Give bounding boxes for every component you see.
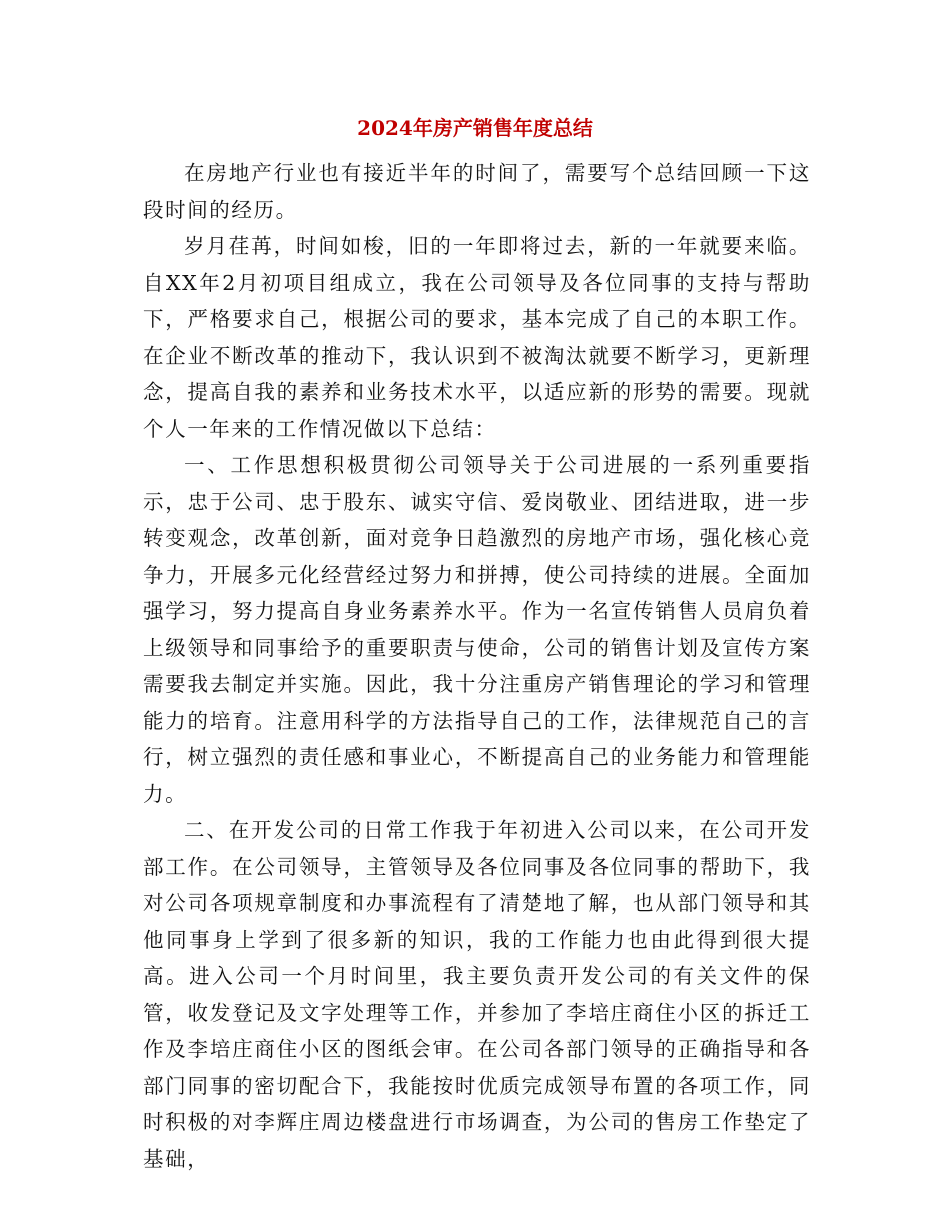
document-title: 2024年房产销售年度总结	[357, 116, 593, 140]
paragraph-section-two: 二、在开发公司的日常工作我于年初进入公司以来，在公司开发部工作。在公司领导，主管领导及各位同事及各位同事的帮助下，我对公司各项规章制度和办事流程有了清楚地了解，也从部门领导和其他同事身上学到了很多新的知识，我的工作能力也由此得到很大提高。进入公司一个月时间里，我主要负责开发公司的有关文件的保管，收发登记及文字处理等工作，并参加了李培庄商住小区的拆迁工作及李培庄商住小区的图纸会审。在公司各部门领导的正确指导和各部门同事的密切配合下，我能按时优质完成领导布置的各项工作，同时积极的对李辉庄周边楼盘进行市场调查，为公司的售房工作垫定了基础，	[143, 818, 811, 1171]
paragraph-overview: 岁月荏苒，时间如梭，旧的一年即将过去，新的一年就要来临。自XX年2月初项目组成立，我在公司领导及各位同事的支持与帮助下，严格要求自己，根据公司的要求，基本完成了自己的本职工作。在企业不断改革的推动下，我认识到不被淘汰就要不断学习，更新理念，提高自我的素养和业务技术水平，以适应新的形势的需要。现就个人一年来的工作情况做以下总结：	[143, 234, 811, 441]
document-body	[143, 155, 811, 1177]
paragraph-section-one: 一、工作思想积极贯彻公司领导关于公司进展的一系列重要指示，忠于公司、忠于股东、诚实守信、爱岗敬业、团结进取，进一步转变观念，改革创新，面对竞争日趋激烈的房地产市场，强化核心竞争力，开展多元化经营经过努力和拼搏，使公司持续的进展。全面加强学习，努力提高自身业务素养水平。作为一名宣传销售人员肩负着上级领导和同事给予的重要职责与使命，公司的销售计划及宣传方案需要我去制定并实施。因此，我十分注重房产销售理论的学习和管理能力的培育。注意用科学的方法指导自己的工作，法律规范自己的言行，树立强烈的责任感和事业心，不断提高自己的业务能力和管理能力。	[143, 453, 811, 806]
paragraph-intro: 在房地产行业也有接近半年的时间了，需要写个总结回顾一下这段时间的经历。	[143, 161, 811, 222]
